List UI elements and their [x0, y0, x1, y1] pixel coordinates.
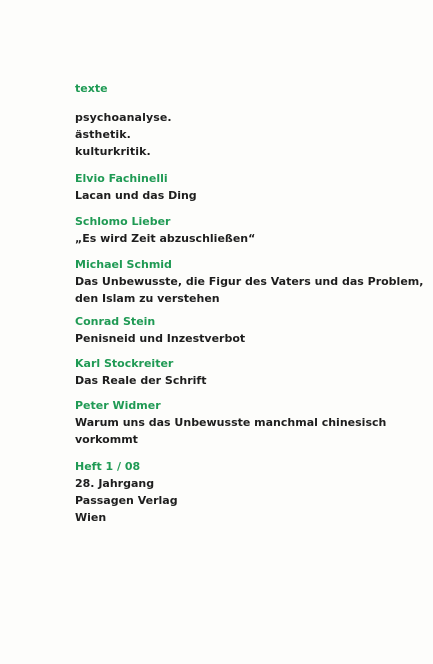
entry-title-line-1: Das Unbewusste, die Figur des Vaters und das Problem,	[75, 275, 424, 288]
entry-author: Schlomo Lieber	[75, 215, 171, 228]
series-label-block	[75, 80, 420, 97]
issue-city: Wien	[75, 511, 107, 524]
entry-title-line-1: Warum uns das Unbewusste manchmal chinesisch	[75, 416, 387, 429]
entry-title: Penisneid und Inzestverbot	[75, 332, 246, 345]
entry-author: Elvio Fachinelli	[75, 172, 168, 185]
subtitle-line-2: ästhetik.	[75, 128, 131, 141]
entry-author: Conrad Stein	[75, 315, 156, 328]
subtitle-line-3: kulturkritik.	[75, 145, 151, 158]
entry-title: Lacan und das Ding	[75, 189, 197, 202]
contents-entry-fachinelli	[75, 170, 420, 204]
entry-title: „Es wird Zeit abzuschließen“	[75, 232, 256, 245]
entry-author: Peter Widmer	[75, 399, 161, 412]
entry-title-line-2: vorkommt	[75, 433, 138, 446]
entry-author: Karl Stockreiter	[75, 357, 174, 370]
contents-entry-lieber	[75, 213, 420, 247]
issue-publisher: Passagen Verlag	[75, 494, 178, 507]
issue-year: 28. Jahrgang	[75, 477, 155, 490]
journal-subtitle	[75, 109, 420, 160]
subtitle-line-1: psychoanalyse.	[75, 111, 172, 124]
issue-label: Heft 1 / 08	[75, 460, 141, 473]
entry-title-line-2: den Islam zu verstehen	[75, 292, 220, 305]
entry-title: Das Reale der Schrift	[75, 374, 207, 387]
issue-info	[75, 458, 420, 526]
entry-author: Michael Schmid	[75, 258, 172, 271]
series-label: texte	[75, 82, 108, 95]
contents-entry-schmid	[75, 256, 424, 307]
contents-entry-stockreiter	[75, 355, 420, 389]
contents-entry-stein	[75, 313, 420, 347]
contents-entry-widmer	[75, 397, 420, 448]
